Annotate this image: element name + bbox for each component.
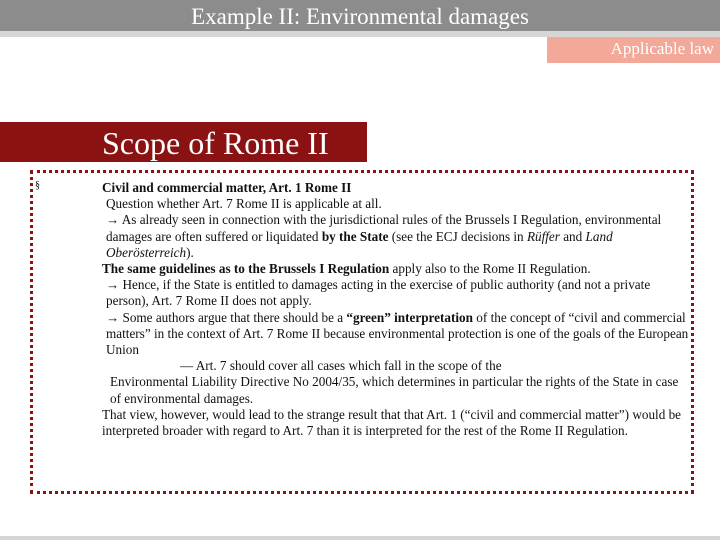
paragraph-state-damages: → As already seen in connection with the jurisdictional rules of the Brussels I Regulation, environmental damages are often suffered or liquidated by the State (see the ECJ decisions in Rüffer and Land Oberösterreich). [106,212,662,260]
slide-title: Example II: Environmental damages [191,4,529,29]
paragraph-guidelines: The same guidelines as to the Brussels I Regulation apply also to the Rome II Regulation. [102,261,591,277]
bullet-marker: § [35,180,40,191]
topic-badge: Applicable law [547,37,720,63]
header-bar [0,0,720,37]
heading: Civil and commercial matter, Art. 1 Rome II [102,180,352,195]
section-title: Scope of Rome II [102,125,329,161]
paragraph-directive: Environmental Liability Directive No 2004/35, which determines in particular the rights of the State in case of environmental damages. [110,374,679,406]
paragraph-conclusion: That view, however, would lead to the strange result that that Art. 1 (“civil and commercial matter”) would be interpreted broader with regard to Art. 7 than it is interpreted for the rest of the Rome II Regulation. [102,406,682,439]
paragraph-green-interpretation: → Some authors argue that there should be a “green” interpretation of the concept of “civil and commercial matters” in the context of Art. 7 Rome II because environmental protection is one of the goals of the European Union [106,309,689,358]
paragraph-public-authority: → Hence, if the State is entitled to damages acting in the exercise of public authority (and not a private person), Art. 7 Rome II does not apply. [106,277,651,309]
footer-divider [0,536,720,540]
content-body [102,180,690,439]
paragraph-question: Question whether Art. 7 Rome II is applicable at all. [106,196,382,212]
paragraph-art7-scope: — Art. 7 should cover all cases which fall in the scope of the [180,358,502,374]
